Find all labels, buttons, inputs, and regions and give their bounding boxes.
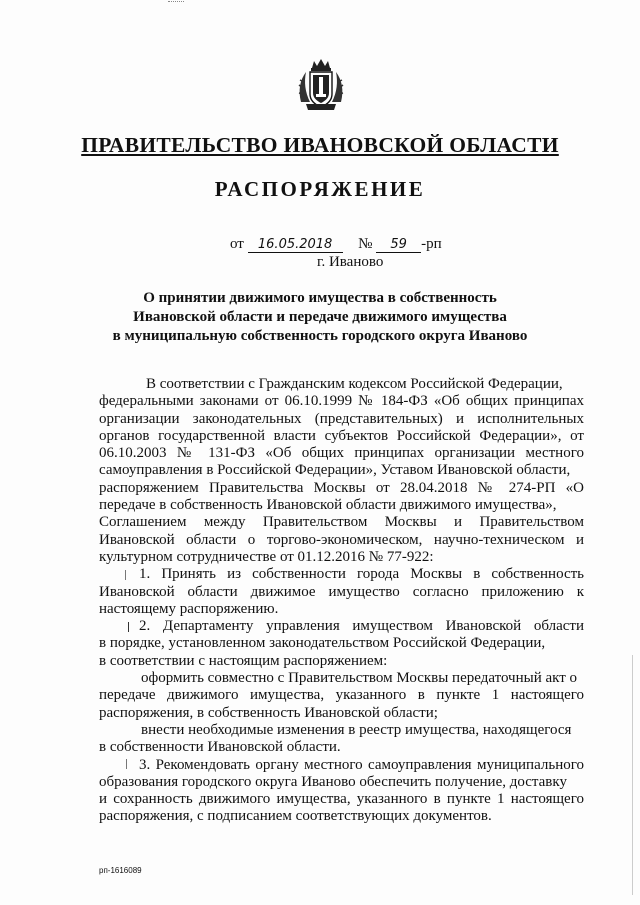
body-line: 06.10.2003 № 131-ФЗ «Об общих принципах организации местного [99, 445, 584, 462]
organization-name: ПРАВИТЕЛЬСТВО ИВАНОВСКОЙ ОБЛАСТИ [81, 133, 559, 157]
body-line: передаче в собственность Ивановской области движимого имущества», [99, 497, 557, 514]
item-3-line: распоряжения, с подписанием соответствующих документов. [99, 808, 492, 825]
number-sign: № [358, 236, 373, 252]
title-line: в муниципальную собственность городского округа Иваново [112, 328, 528, 344]
item-2-line: в соответствии с настоящим распоряжением: [99, 652, 388, 669]
body-line: распоряжением Правительства Москвы от 28.04.2018 № 274-РП «О [99, 479, 584, 496]
document-code: рп-1616089 [99, 866, 142, 875]
item-1-line: Ивановской области движимое имущество согласно приложению к [99, 583, 584, 600]
body-line: органов государственной власти субъектов Российской Федерации», от [99, 427, 584, 444]
item-2-subline: передаче движимого имущества, указанного в пункте 1 настоящего [99, 687, 584, 704]
item-2-subline: оформить совместно с Правительством Москвы передаточный акт о [141, 670, 578, 687]
body-line: Соглашением между Правительством Москвы и Правительством [99, 514, 584, 531]
body-line: организации законодательных (представительных) и исполнительных [99, 410, 584, 427]
document-number-line [230, 236, 442, 253]
number-suffix: -рп [421, 236, 442, 252]
title-line: Ивановской области и передаче движимого имущества [133, 309, 507, 325]
item-3-line: образования городского округа Иваново обеспечить получение, доставку [99, 773, 567, 790]
from-label: от [230, 236, 244, 252]
document-type: РАСПОРЯЖЕНИЕ [214, 177, 426, 201]
item-2-subline: распоряжения, в собственность Ивановской области; [99, 704, 438, 721]
body-line: В соответствии с Гражданским кодексом Российской Федерации, [146, 376, 563, 392]
title-line: О принятии движимого имущества в собственность [143, 290, 497, 306]
body-line: федеральными законами от 06.10.1999 № 184-ФЗ «Об общих принципах [99, 393, 584, 410]
item-1-line: настоящему распоряжению. [99, 600, 279, 617]
item-2-subline: в собственности Ивановской области. [99, 739, 341, 756]
scan-edge [632, 655, 633, 895]
item-2-line: 2. Департаменту управления имуществом Ивановской области [139, 618, 584, 635]
item-1-line: 1. Принять из собственности города Москвы в собственность [139, 566, 584, 583]
item-2-subline: внести необходимые изменения в реестр имущества, находящегося [141, 721, 572, 738]
item-3-line: 3. Рекомендовать органу местного самоуправления муниципального [139, 756, 584, 773]
margin-mark [125, 570, 126, 580]
item-3-line: и сохранность движимого имущества, указанного в пункте 1 настоящего [99, 791, 584, 808]
scan-artifact [168, 1, 184, 2]
item-2-line: в порядке, установленном законодательством Российской Федерации, [99, 635, 546, 652]
document-date: 16.05.2018 [248, 237, 343, 253]
margin-mark [128, 622, 129, 632]
city: г. Иваново [317, 254, 384, 270]
document-number: 59 [376, 237, 421, 253]
body-line: самоуправления в Российской Федерации», Уставом Ивановской области, [99, 462, 571, 479]
document-body [99, 376, 584, 826]
body-line: культурном сотрудничестве от 01.12.2016 № 77-922: [99, 548, 434, 565]
ivanovo-coat-of-arms-icon [298, 58, 344, 112]
margin-mark [126, 759, 127, 769]
document-title [60, 289, 580, 346]
body-line: Ивановской области о торгово-экономическом, научно-техническом и [99, 531, 584, 548]
